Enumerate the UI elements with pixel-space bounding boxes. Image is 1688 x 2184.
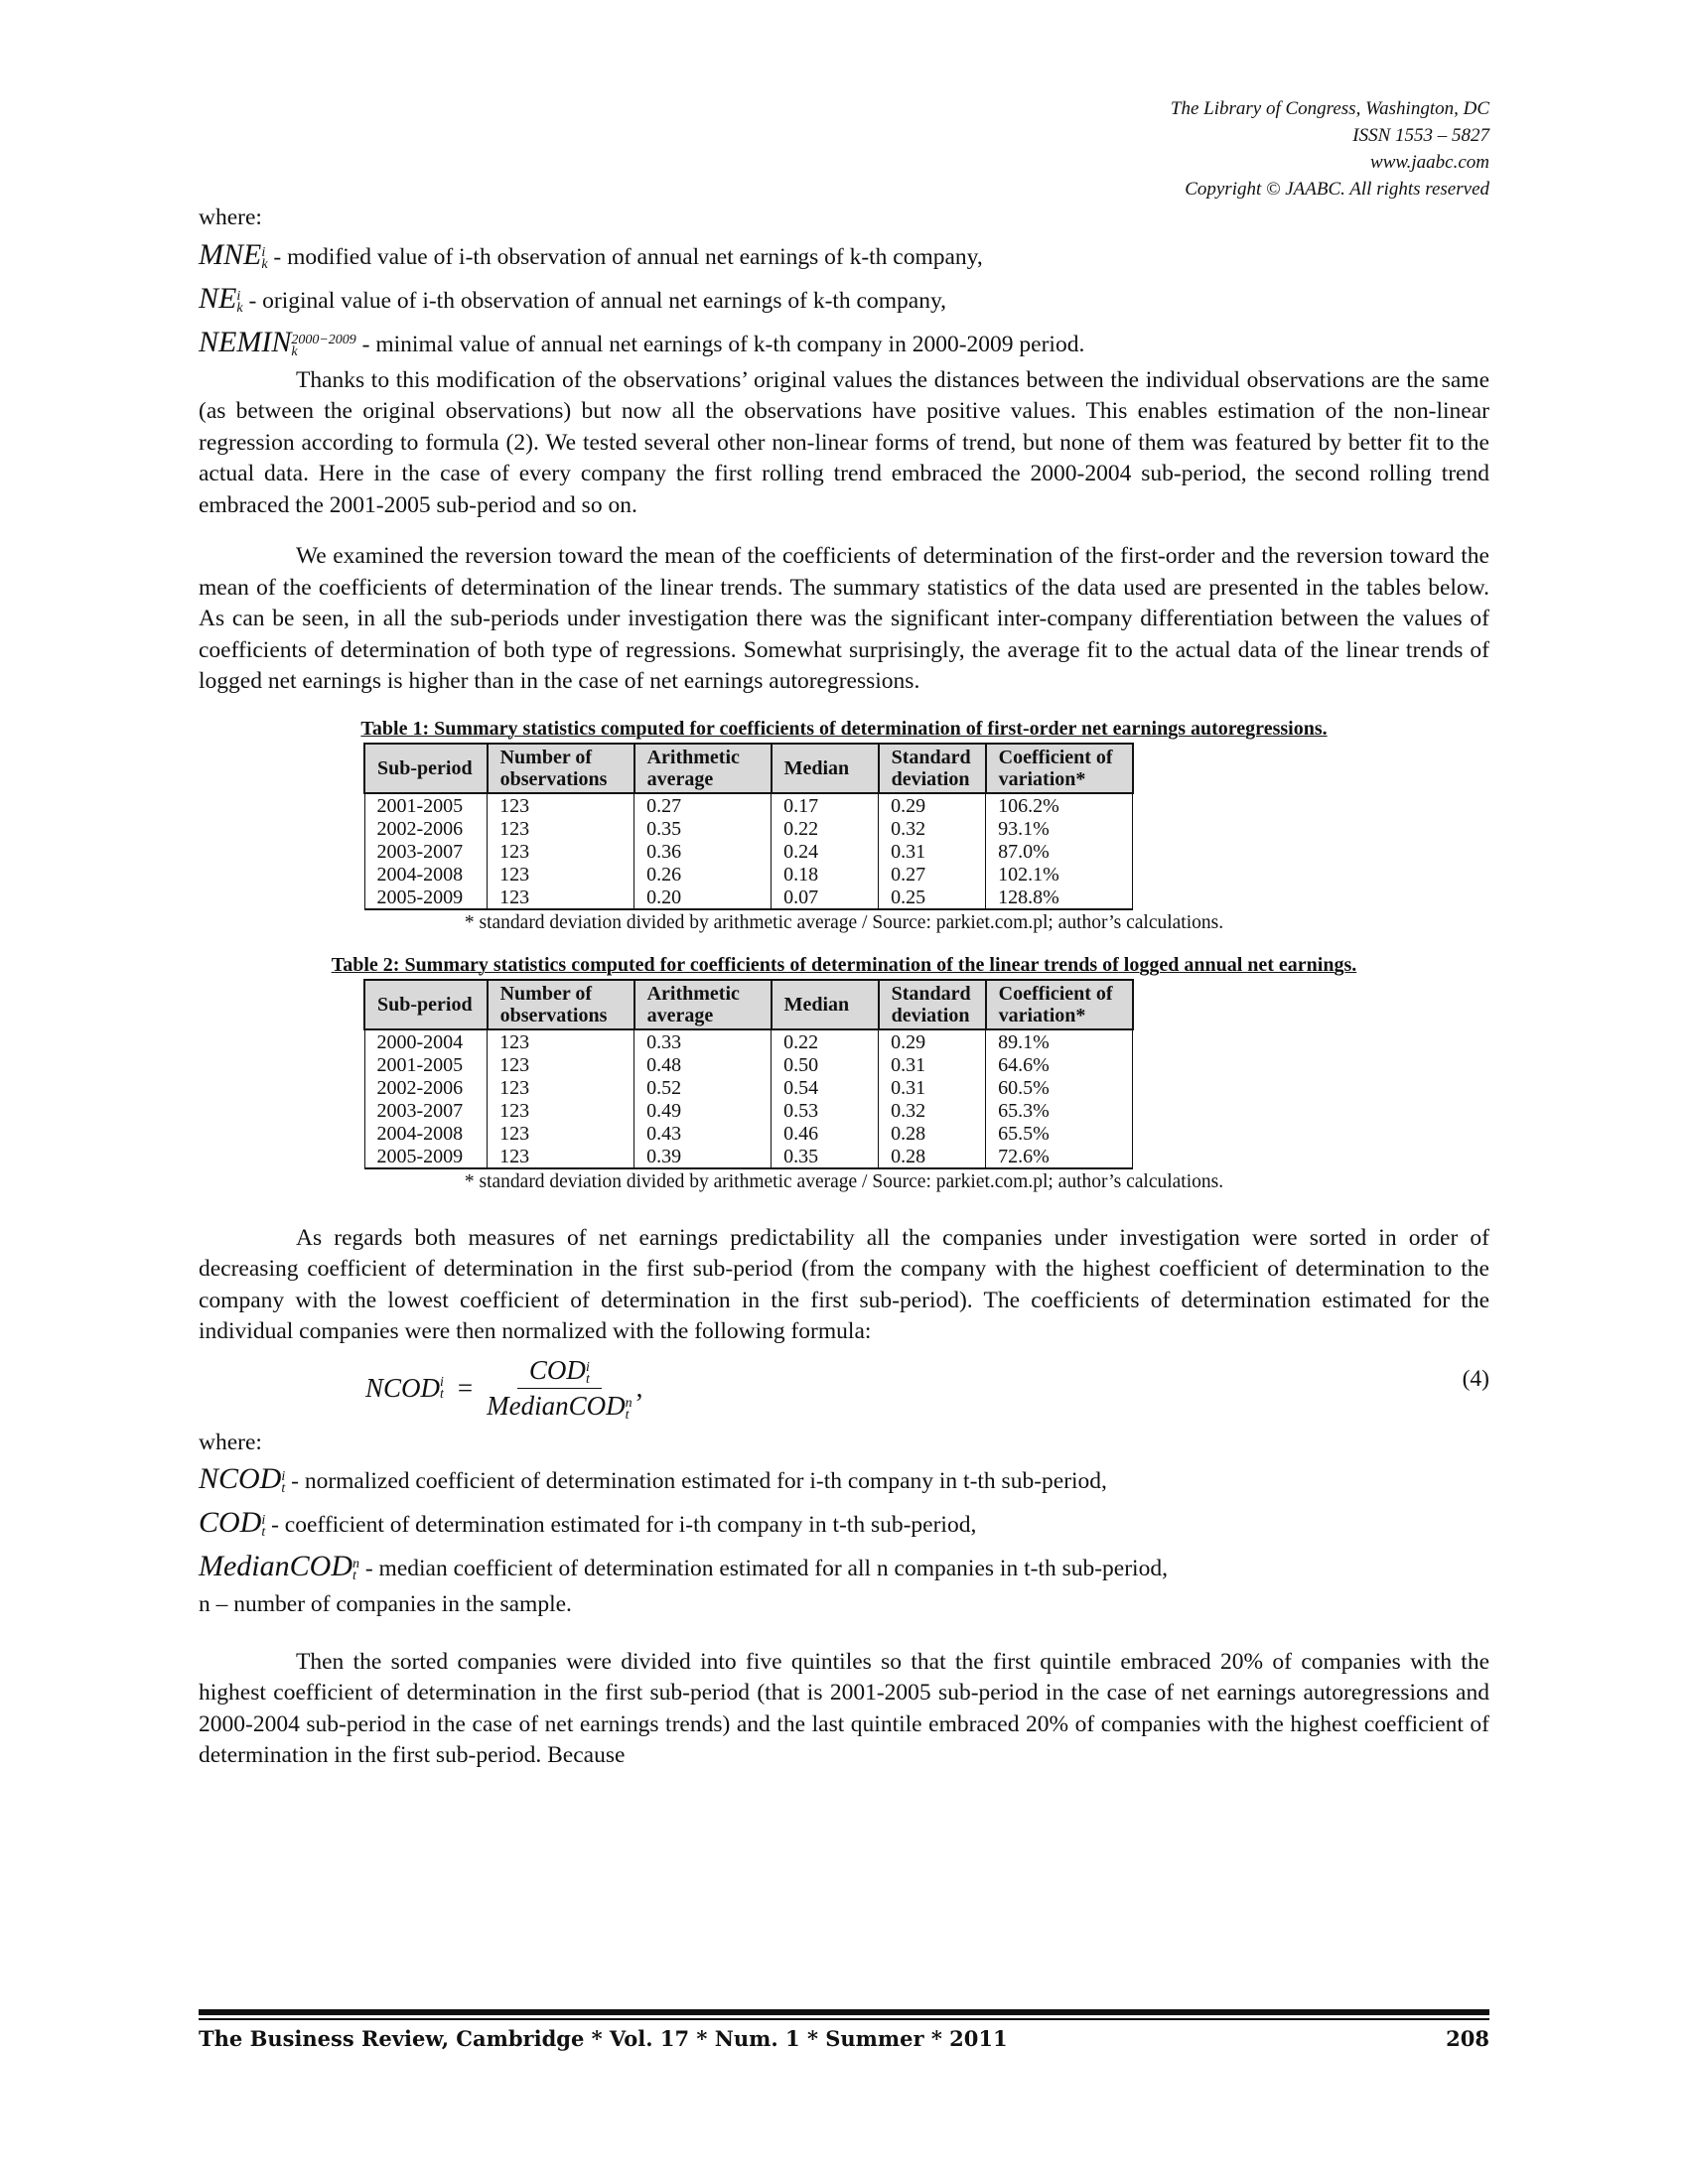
table-cell: 0.18 — [772, 863, 879, 886]
header-line: www.jaabc.com — [1370, 152, 1489, 173]
table-cell: 123 — [488, 1145, 634, 1168]
table-row — [364, 1053, 1133, 1076]
column-header: Standard deviation — [879, 980, 986, 1029]
subscript: k — [291, 343, 298, 359]
table-cell: 123 — [488, 1029, 634, 1053]
table-cell: 123 — [488, 817, 634, 840]
subscript: t — [352, 1569, 356, 1583]
table-cell: 0.28 — [879, 1145, 986, 1168]
fraction — [487, 1355, 632, 1422]
table-cell: 0.48 — [634, 1053, 772, 1076]
superscript: i — [236, 288, 241, 304]
table-header-row — [364, 980, 1133, 1029]
table-2-note: * standard deviation divided by arithmetic average / Source: parkiet.com.pl; author’s calculations. — [464, 1170, 1224, 1192]
table-cell: 0.27 — [634, 793, 772, 817]
where-label: where: — [199, 205, 262, 230]
table-cell: 0.20 — [634, 886, 772, 909]
table-cell: 0.46 — [772, 1122, 879, 1145]
superscript: i — [261, 244, 266, 260]
table-cell: 102.1% — [986, 863, 1133, 886]
subscript: t — [625, 1408, 630, 1423]
table-cell: 65.3% — [986, 1099, 1133, 1122]
table-1 — [363, 743, 1134, 910]
denominator-text: MedianCOD — [487, 1391, 626, 1421]
table-cell: 0.39 — [634, 1145, 772, 1168]
table-cell: 65.5% — [986, 1122, 1133, 1145]
superscript: i — [440, 1374, 444, 1390]
column-header: Arithmetic average — [634, 744, 772, 793]
footer-rule-thick — [199, 2009, 1489, 2015]
table-2-caption: Table 2: Summary statistics computed for coefficients of determination of the linear trends of logged annual net earnings. — [331, 953, 1357, 976]
running-header — [199, 95, 1489, 203]
paragraph: We examined the reversion toward the mean of the coefficients of determination of the first-order and the reversion toward the mean of the coefficients of determination of the linear trends. The summary statistics of the data used are presented in the tables below. As can be seen, in all the sub-periods under investigation there was the significant inter-company differentiation between the values of coefficients of determination of both type of regressions. Somewhat surprisingly, the average fit to the actual data of the linear trends of logged net earnings is higher than in the case of net earnings autoregressions. — [199, 543, 1489, 694]
table-header-row — [364, 744, 1133, 793]
symbol-mne: MNE — [199, 237, 262, 271]
table-cell: 0.52 — [634, 1076, 772, 1099]
subscript: k — [236, 300, 243, 316]
definition-text: - minimal value of annual net earnings of k-th company in 2000-2009 period. — [355, 331, 1085, 357]
table-cell: 0.54 — [772, 1076, 879, 1099]
definition-ne — [199, 278, 1489, 322]
table-cell: 123 — [488, 840, 634, 863]
table-cell: 0.07 — [772, 886, 879, 909]
symbol-nemin: NEMIN — [199, 325, 292, 358]
definition-text: - normalized coefficient of determination estimated for i-th company in t-th sub-period, — [285, 1468, 1107, 1494]
table-cell: 0.32 — [879, 1099, 986, 1122]
table-row — [364, 1145, 1133, 1168]
table-cell: 2001-2005 — [364, 1053, 488, 1076]
table-cell: 2002-2006 — [364, 1076, 488, 1099]
journal-citation: The Business Review, Cambridge * Vol. 17 * Num. 1 * Summer * 2011 — [199, 2026, 1008, 2051]
table-cell: 0.17 — [772, 793, 879, 817]
table-cell: 0.31 — [879, 1076, 986, 1099]
table-row — [364, 863, 1133, 886]
table-cell: 0.22 — [772, 1029, 879, 1053]
table-cell: 2000-2004 — [364, 1029, 488, 1053]
table-cell: 0.25 — [879, 886, 986, 909]
table-row — [364, 793, 1133, 817]
superscript: 2000−2009 — [291, 332, 356, 347]
table-1-note: * standard deviation divided by arithmetic average / Source: parkiet.com.pl; author’s calculations. — [464, 911, 1224, 933]
table-cell: 0.50 — [772, 1053, 879, 1076]
definition-nemin — [199, 322, 1489, 365]
page-number: 208 — [1446, 2026, 1489, 2051]
equation-lhs: NCOD — [365, 1373, 441, 1403]
symbol-median-cod: MedianCOD — [199, 1550, 352, 1582]
symbol-ne: NE — [199, 281, 237, 315]
paragraph: Then the sorted companies were divided into five quintiles so that the first quintile embraced 20% of companies with the highest coefficient of determination in the first sub-period (that is 2001-2005 sub-period in the case of net earnings autoregressions and 2000-2004 sub-period in the case of net earnings trends) and the last quintile embraced 20% of companies with the highest coefficient of determination in the first sub-period. Because — [199, 1648, 1489, 1768]
table-cell: 0.24 — [772, 840, 879, 863]
table-cell: 0.43 — [634, 1122, 772, 1145]
header-line: Copyright © JAABC. All rights reserved — [1185, 179, 1489, 200]
subscript: t — [585, 1372, 590, 1387]
subscript: t — [440, 1386, 444, 1402]
table-cell: 0.35 — [634, 817, 772, 840]
table-1-caption: Table 1: Summary statistics computed for coefficients of determination of first-order net earnings autoregressions. — [360, 717, 1328, 740]
table-cell: 93.1% — [986, 817, 1133, 840]
table-row — [364, 1122, 1133, 1145]
definition-median-cod — [199, 1546, 1489, 1589]
where-label: where: — [199, 1429, 262, 1455]
table-cell: 2003-2007 — [364, 1099, 488, 1122]
table-cell: 2005-2009 — [364, 886, 488, 909]
definition-ncod — [199, 1458, 1489, 1502]
running-footer — [199, 2009, 1489, 2051]
table-row — [364, 1076, 1133, 1099]
equation-number: (4) — [1462, 1365, 1489, 1392]
table-cell: 0.27 — [879, 863, 986, 886]
column-header: Sub-period — [364, 744, 488, 793]
table-row — [364, 886, 1133, 909]
table-cell: 123 — [488, 863, 634, 886]
equals-sign: = — [457, 1373, 474, 1403]
paragraph: Thanks to this modification of the observations’ original values the distances between the individual observations are the same (as between the original observations) but now all the observations have positive values. This enables estimation of the non-linear regression according to formula (2). We tested several other non-linear forms of trend, but none of them was featured by better fit to the actual data. Here in the case of every company the first rolling trend embraced the 2000-2004 sub-period, the second rolling trend embraced the 2001-2005 sub-period and so on. — [199, 366, 1489, 518]
superscript: n — [352, 1557, 359, 1571]
symbol-cod: COD — [199, 1506, 262, 1539]
definitions-block-1 — [199, 203, 1489, 365]
column-header: Coefficient of variation* — [986, 744, 1133, 793]
table-cell: 2002-2006 — [364, 817, 488, 840]
header-line: The Library of Congress, Washington, DC — [1170, 98, 1489, 119]
table-cell: 0.31 — [879, 840, 986, 863]
definition-n: n – number of companies in the sample. — [199, 1591, 572, 1617]
table-body — [364, 793, 1133, 909]
table-cell: 0.31 — [879, 1053, 986, 1076]
table-cell: 0.29 — [879, 1029, 986, 1053]
table-row — [364, 840, 1133, 863]
table-cell: 0.36 — [634, 840, 772, 863]
table-cell: 0.26 — [634, 863, 772, 886]
denominator — [487, 1389, 632, 1422]
table-cell: 2004-2008 — [364, 1122, 488, 1145]
table-cell: 0.29 — [879, 793, 986, 817]
column-header: Sub-period — [364, 980, 488, 1029]
page-content — [199, 95, 1489, 1772]
definition-text: - coefficient of determination estimated for i-th company in t-th sub-period, — [265, 1512, 977, 1538]
numerator-text: COD — [528, 1355, 586, 1385]
superscript: i — [585, 1360, 590, 1375]
footer-text — [199, 2026, 1489, 2051]
table-cell: 0.32 — [879, 817, 986, 840]
column-header: Number of observations — [488, 744, 634, 793]
table-cell: 64.6% — [986, 1053, 1133, 1076]
column-header: Coefficient of variation* — [986, 980, 1133, 1029]
table-cell: 123 — [488, 1122, 634, 1145]
definition-text: - median coefficient of determination estimated for all n companies in t-th sub-period, — [358, 1556, 1168, 1581]
definition-text: - original value of i-th observation of annual net earnings of k-th company, — [242, 287, 947, 314]
subscript: t — [261, 1525, 266, 1540]
table-cell: 2004-2008 — [364, 863, 488, 886]
equation-comma: , — [635, 1373, 643, 1403]
superscript: n — [625, 1396, 633, 1411]
table-cell: 0.49 — [634, 1099, 772, 1122]
numerator — [517, 1355, 602, 1389]
definition-cod — [199, 1502, 1489, 1546]
table-cell: 128.8% — [986, 886, 1133, 909]
equation-4 — [199, 1354, 1489, 1424]
table-row — [364, 1029, 1133, 1053]
table-cell: 0.35 — [772, 1145, 879, 1168]
column-header: Number of observations — [488, 980, 634, 1029]
paragraph: As regards both measures of net earnings predictability all the companies under investigation were sorted in order of decreasing coefficient of determination in the first sub-period (from the company with the highest coefficient of determination to the company with the lowest coefficient of determination in the first sub-period). The coefficients of determination estimated for the individual companies were then normalized with the following formula: — [199, 1224, 1489, 1344]
table-cell: 2001-2005 — [364, 793, 488, 817]
table-cell: 2003-2007 — [364, 840, 488, 863]
definition-mne — [199, 234, 1489, 278]
column-header: Median — [772, 744, 879, 793]
table-body — [364, 1029, 1133, 1168]
table-cell: 2005-2009 — [364, 1145, 488, 1168]
table-cell: 0.33 — [634, 1029, 772, 1053]
equation-body — [365, 1354, 642, 1424]
definition-text: - modified value of i-th observation of annual net earnings of k-th company, — [267, 243, 983, 270]
table-cell: 123 — [488, 793, 634, 817]
header-line: ISSN 1553 – 5827 — [1352, 125, 1489, 146]
column-header: Median — [772, 980, 879, 1029]
table-cell: 123 — [488, 1099, 634, 1122]
definitions-block-2 — [199, 1428, 1489, 1621]
table-cell: 0.28 — [879, 1122, 986, 1145]
column-header: Arithmetic average — [634, 980, 772, 1029]
table-cell: 123 — [488, 1053, 634, 1076]
table-2 — [363, 979, 1134, 1169]
table-row — [364, 817, 1133, 840]
superscript: i — [261, 1513, 266, 1528]
table-cell: 72.6% — [986, 1145, 1133, 1168]
footer-rule-thin — [199, 2018, 1489, 2020]
superscript: i — [281, 1469, 286, 1484]
table-cell: 123 — [488, 1076, 634, 1099]
column-header: Standard deviation — [879, 744, 986, 793]
table-cell: 0.22 — [772, 817, 879, 840]
table-cell: 0.53 — [772, 1099, 879, 1122]
subscript: t — [281, 1481, 286, 1496]
table-cell: 87.0% — [986, 840, 1133, 863]
table-cell: 89.1% — [986, 1029, 1133, 1053]
table-cell: 60.5% — [986, 1076, 1133, 1099]
table-row — [364, 1099, 1133, 1122]
symbol-ncod: NCOD — [199, 1462, 282, 1495]
table-cell: 123 — [488, 886, 634, 909]
subscript: k — [261, 256, 268, 272]
table-cell: 106.2% — [986, 793, 1133, 817]
